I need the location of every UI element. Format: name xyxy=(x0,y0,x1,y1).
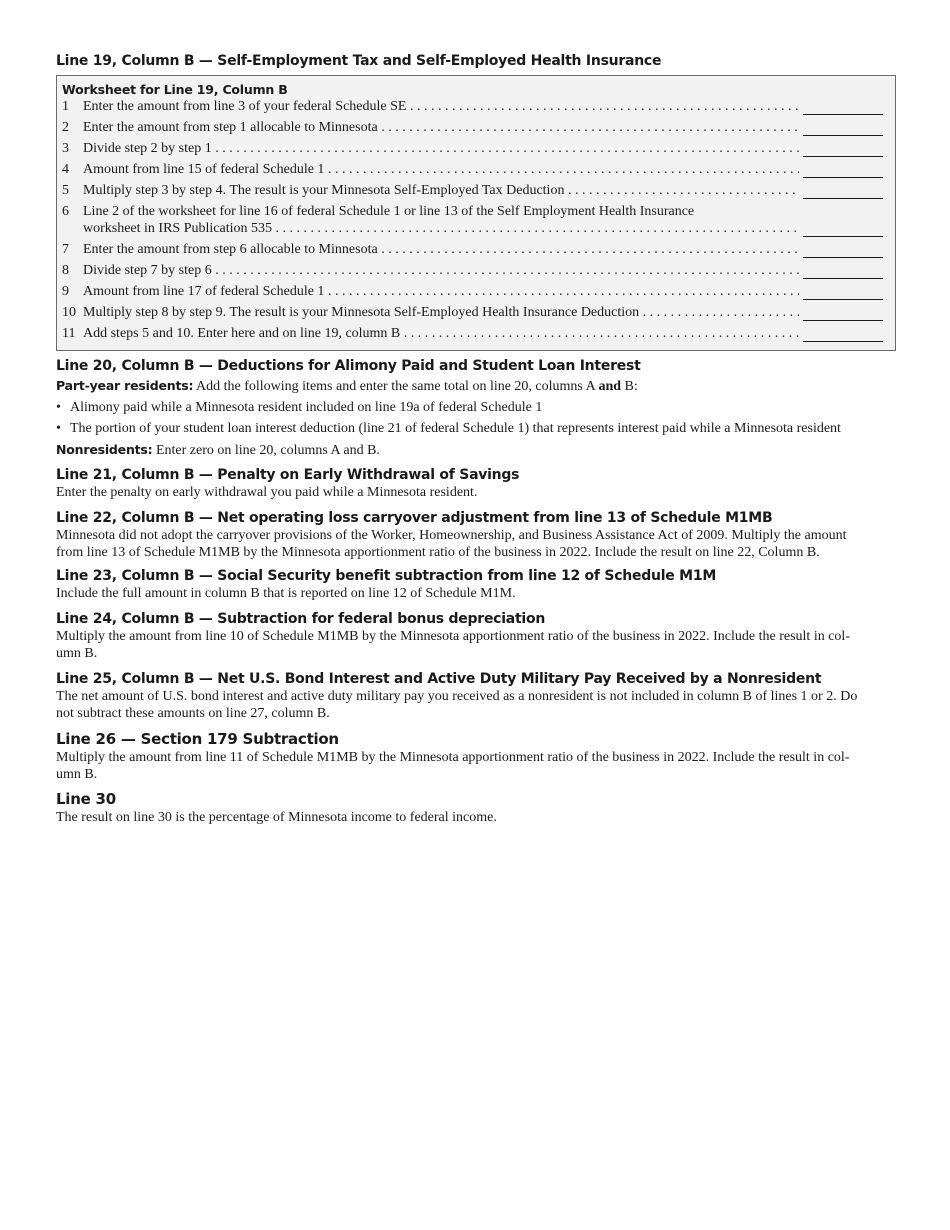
bullet-text: Alimony paid while a Minnesota resident included on line 19a of federal Schedule 1 xyxy=(70,400,543,415)
step-number: 6 xyxy=(62,204,69,219)
worksheet-title: Worksheet for Line 19, Column B xyxy=(62,82,288,97)
part-year-text-and: and xyxy=(598,379,622,394)
worksheet-step xyxy=(62,182,883,199)
worksheet-step xyxy=(62,119,883,136)
line24-heading: Line 24, Column B — Subtraction for federal bonus depreciation xyxy=(56,611,546,627)
step-text-line1: Line 2 of the worksheet for line 16 of federal Schedule 1 or line 13 of the Self Employment Health Insurance xyxy=(83,204,695,219)
list-item xyxy=(56,399,902,416)
line23-heading: Line 23, Column B — Social Security benefit subtraction from line 12 of Schedule M1M xyxy=(56,568,716,584)
part-year-label: Part-year residents: xyxy=(56,378,194,393)
line21-heading: Line 21, Column B — Penalty on Early Withdrawal of Savings xyxy=(56,467,520,483)
line26-text-1: Multiply the amount from line 11 of Schedule M1MB by the Minnesota apportionment ratio of the business in 2022. Include the result in col- xyxy=(56,750,850,765)
step-number: 9 xyxy=(62,284,69,299)
line25-text-1: The net amount of U.S. bond interest and active duty military pay you received as a nonresident is not included in column B of lines 1 or 2. Do xyxy=(56,689,858,704)
answer-blank[interactable] xyxy=(803,184,883,199)
line20-heading: Line 20, Column B — Deductions for Alimony Paid and Student Loan Interest xyxy=(56,358,641,374)
line22-section xyxy=(56,509,902,561)
answer-blank[interactable] xyxy=(803,285,883,300)
bullet-icon: • xyxy=(56,400,61,415)
line24-text-1: Multiply the amount from line 10 of Schedule M1MB by the Minnesota apportionment ratio of the business in 2022. Include the result in col- xyxy=(56,629,850,644)
worksheet-step xyxy=(62,262,883,279)
part-year-text-a: Add the following items and enter the same total on line 20, columns A xyxy=(193,379,599,394)
step-number: 5 xyxy=(62,183,69,198)
step-number: 7 xyxy=(62,242,69,257)
part-year-text-b: B: xyxy=(621,379,638,394)
line24-text-2: umn B. xyxy=(56,646,98,661)
answer-blank[interactable] xyxy=(803,142,883,157)
answer-blank[interactable] xyxy=(803,163,883,178)
worksheet-step xyxy=(62,241,883,258)
worksheet-step xyxy=(62,304,883,321)
step-text: Divide step 7 by step 6 . . . xyxy=(83,262,799,279)
step-text: Enter the amount from step 1 allocable to Minnesota . . . xyxy=(83,119,799,136)
line22-heading: Line 22, Column B — Net operating loss carryover adjustment from line 13 of Schedule M1MB xyxy=(56,510,773,526)
worksheet-step xyxy=(62,203,883,237)
step-text: Multiply step 3 by step 4. The result is your Minnesota Self-Employed Tax Deduction . . . xyxy=(83,182,799,199)
line25-heading: Line 25, Column B — Net U.S. Bond Interest and Active Duty Military Pay Received by a Nonresident xyxy=(56,671,822,687)
nonresidents-text: Enter zero on line 20, columns A and B. xyxy=(152,443,380,458)
step-number: 2 xyxy=(62,120,69,135)
document-page xyxy=(56,52,902,826)
step-text: Add steps 5 and 10. Enter here and on line 19, column B . . . xyxy=(83,325,799,342)
line20-section xyxy=(56,357,902,459)
line26-section xyxy=(56,730,902,783)
worksheet-step xyxy=(62,161,883,178)
line26-text-2: umn B. xyxy=(56,767,98,782)
worksheet-step xyxy=(62,325,883,342)
step-text: Enter the amount from line 3 of your federal Schedule SE . . . xyxy=(83,98,799,115)
part-year-paragraph xyxy=(56,377,902,395)
line30-section xyxy=(56,790,902,826)
line21-section xyxy=(56,466,902,501)
step-text: Divide step 2 by step 1 . . . xyxy=(83,140,799,157)
bullet-text: The portion of your student loan interest deduction (line 21 of federal Schedule 1) that represents interest paid while a Minnesota resident xyxy=(70,421,841,436)
step-number: 1 xyxy=(62,99,69,114)
line23-section xyxy=(56,567,902,602)
answer-blank[interactable] xyxy=(803,306,883,321)
line21-text: Enter the penalty on early withdrawal you paid while a Minnesota resident. xyxy=(56,485,478,500)
step-number: 3 xyxy=(62,141,69,156)
step-text: Enter the amount from step 6 allocable to Minnesota . . . xyxy=(83,241,799,258)
nonresidents-paragraph xyxy=(56,441,902,459)
answer-blank[interactable] xyxy=(803,243,883,258)
line19-heading: Line 19, Column B — Self-Employment Tax and Self-Employed Health Insurance xyxy=(56,53,662,69)
line25-text-2: not subtract these amounts on line 27, column B. xyxy=(56,706,330,721)
line30-text: The result on line 30 is the percentage of Minnesota income to federal income. xyxy=(56,810,497,825)
line24-section xyxy=(56,610,902,662)
line30-heading: Line 30 xyxy=(56,790,116,808)
line25-section xyxy=(56,670,902,722)
line23-text: Include the full amount in column B that is reported on line 12 of Schedule M1M. xyxy=(56,586,516,601)
line26-heading: Line 26 — Section 179 Subtraction xyxy=(56,730,339,748)
step-text-line2: worksheet in IRS Publication 535 . . . xyxy=(83,220,799,237)
worksheet-line19 xyxy=(56,75,896,351)
step-number: 10 xyxy=(62,305,76,320)
answer-blank[interactable] xyxy=(803,327,883,342)
answer-blank[interactable] xyxy=(803,264,883,279)
answer-blank[interactable] xyxy=(803,121,883,136)
worksheet-step xyxy=(62,98,883,115)
answer-blank[interactable] xyxy=(803,100,883,115)
line22-text-2: from line 13 of Schedule M1MB by the Minnesota apportionment ratio of the business in 2022. Include the result on line 22, Column B. xyxy=(56,545,820,560)
worksheet-step xyxy=(62,283,883,300)
line22-text-1: Minnesota did not adopt the carryover provisions of the Worker, Homeownership, and Business Assistance Act of 2009. Multiply the amount xyxy=(56,528,847,543)
nonresidents-label: Nonresidents: xyxy=(56,442,153,457)
step-text: Amount from line 15 of federal Schedule 1 . . . xyxy=(83,161,799,178)
bullet-icon: • xyxy=(56,421,61,436)
answer-blank[interactable] xyxy=(803,222,883,237)
step-number: 4 xyxy=(62,162,69,177)
step-number: 8 xyxy=(62,263,69,278)
worksheet-step xyxy=(62,140,883,157)
step-text xyxy=(83,203,799,237)
list-item xyxy=(56,420,902,437)
step-number: 11 xyxy=(62,326,76,341)
step-text: Multiply step 8 by step 9. The result is your Minnesota Self-Employed Health Insurance Deduction . . . xyxy=(83,304,799,321)
step-text: Amount from line 17 of federal Schedule 1 . . . xyxy=(83,283,799,300)
